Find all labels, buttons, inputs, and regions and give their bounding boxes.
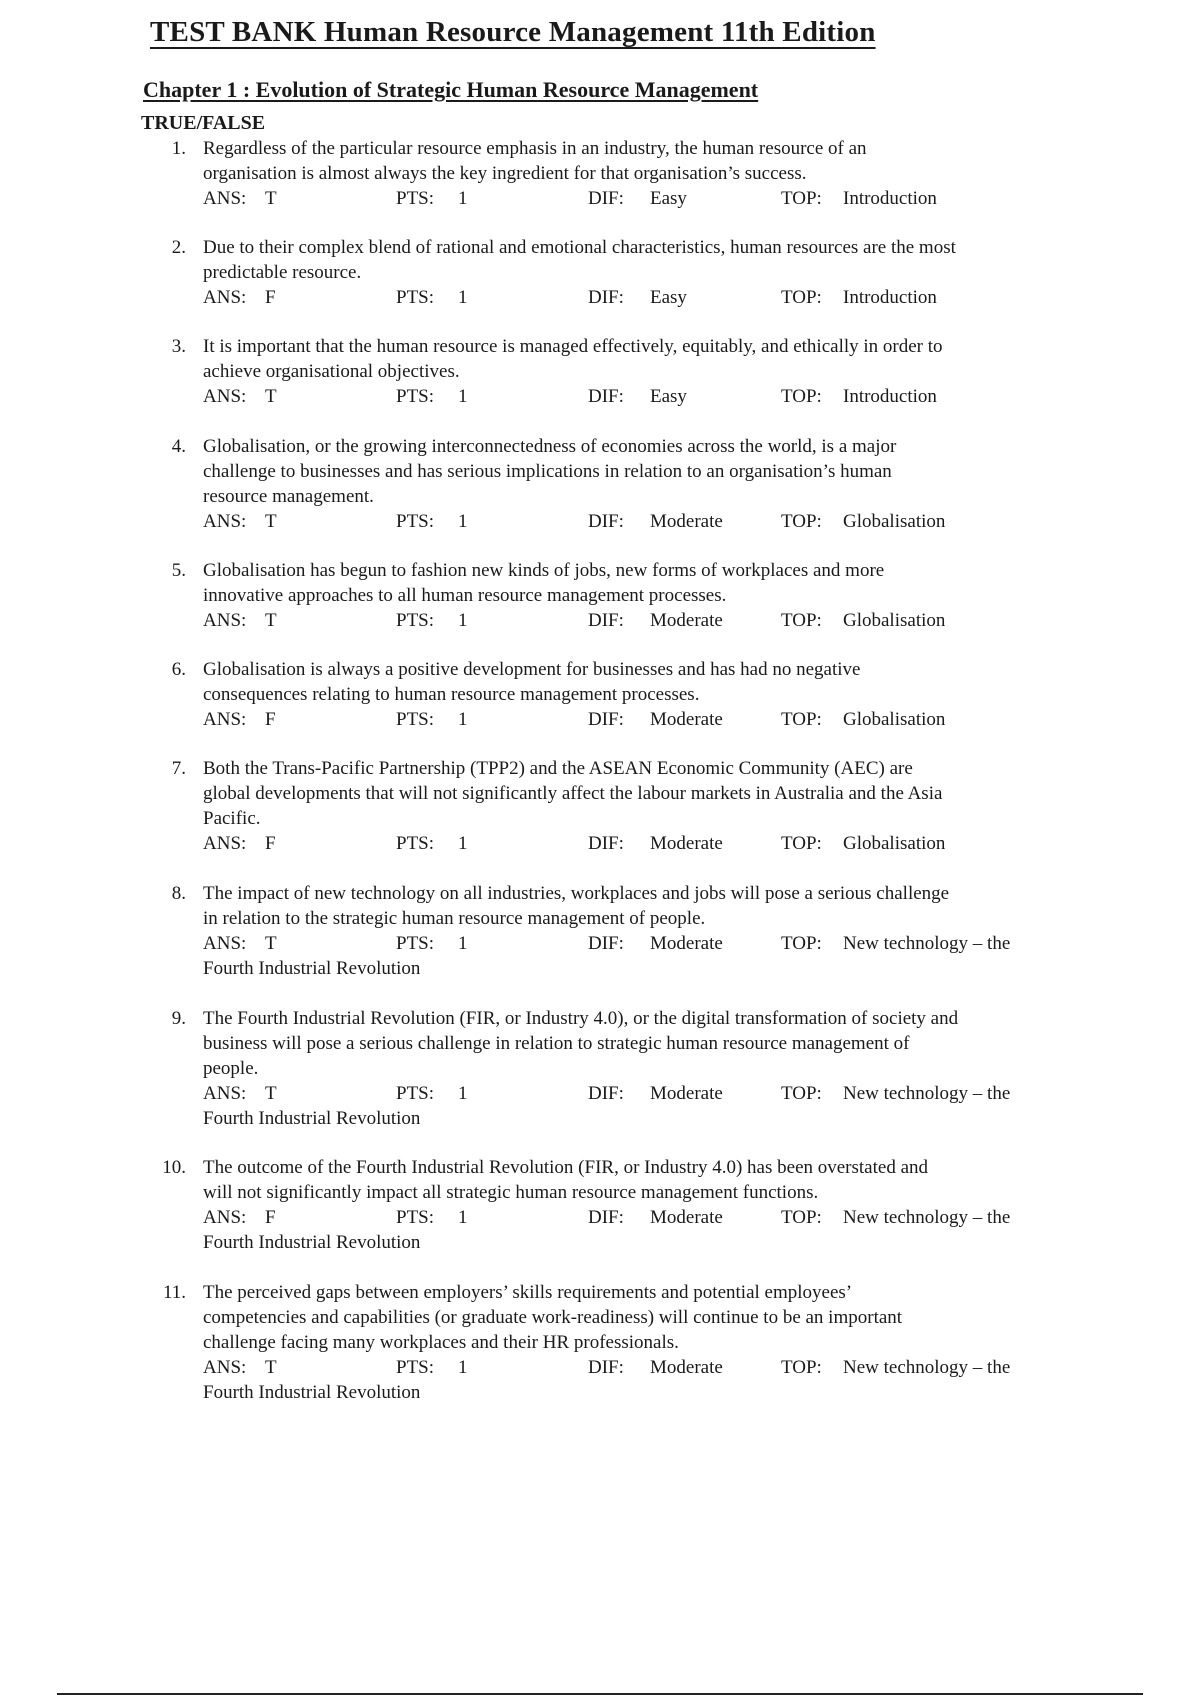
difficulty-label: DIF: xyxy=(588,709,624,730)
points-label: PTS: xyxy=(396,933,435,954)
question-text-line: Globalisation has begun to fashion new kinds of jobs, new forms of workplaces and more xyxy=(203,560,885,581)
answer-field xyxy=(203,608,277,633)
points-value: 1 xyxy=(458,386,468,407)
difficulty-value: Moderate xyxy=(650,1357,723,1378)
topic-label: TOP: xyxy=(781,933,822,954)
points-field xyxy=(396,509,468,534)
topic-label: TOP: xyxy=(781,1357,822,1378)
answer-value: F xyxy=(265,1207,276,1228)
points-field xyxy=(396,931,468,956)
answer-label: ANS: xyxy=(203,511,247,532)
answer-value: T xyxy=(265,386,277,407)
question-number: 8. xyxy=(171,883,186,904)
difficulty-field xyxy=(588,1355,723,1380)
answer-field xyxy=(203,1205,276,1230)
question-text-line: Due to their complex blend of rational and emotional characteristics, human resources are the most xyxy=(203,237,956,258)
points-field xyxy=(396,707,468,732)
topic-value: Globalisation xyxy=(843,511,946,532)
answer-label: ANS: xyxy=(203,610,247,631)
answer-meta-row xyxy=(203,509,1073,534)
topic-field xyxy=(781,1081,1010,1106)
question-number: 11. xyxy=(162,1282,186,1303)
answer-label: ANS: xyxy=(203,1083,247,1104)
points-label: PTS: xyxy=(396,386,435,407)
answer-value: T xyxy=(265,1083,277,1104)
difficulty-label: DIF: xyxy=(588,386,624,407)
question-body xyxy=(203,434,1073,534)
answer-label: ANS: xyxy=(203,188,247,209)
points-value: 1 xyxy=(458,287,468,308)
difficulty-field xyxy=(588,384,687,409)
answer-meta-row xyxy=(203,707,1073,732)
points-label: PTS: xyxy=(396,511,435,532)
answer-meta-row xyxy=(203,1081,1073,1106)
points-label: PTS: xyxy=(396,287,435,308)
question-number: 9. xyxy=(171,1008,186,1029)
points-label: PTS: xyxy=(396,833,435,854)
answer-value: F xyxy=(265,833,276,854)
question-number: 1. xyxy=(171,138,186,159)
difficulty-field xyxy=(588,707,723,732)
topic-continuation: Fourth Industrial Revolution xyxy=(203,1382,421,1403)
points-value: 1 xyxy=(458,933,468,954)
topic-field xyxy=(781,608,945,633)
footer-rule xyxy=(57,1693,1143,1695)
question-text-line: innovative approaches to all human resource management processes. xyxy=(203,585,727,606)
question-number: 4. xyxy=(171,436,186,457)
question-body xyxy=(203,756,1073,856)
question-text-line: achieve organisational objectives. xyxy=(203,361,460,382)
answer-meta-row xyxy=(203,1205,1073,1230)
difficulty-label: DIF: xyxy=(588,1357,624,1378)
answer-value: F xyxy=(265,709,276,730)
question-text-line: resource management. xyxy=(203,486,374,507)
question-text-line: predictable resource. xyxy=(203,262,362,283)
difficulty-value: Moderate xyxy=(650,610,723,631)
question-text-line: Globalisation, or the growing interconnectedness of economies across the world, is a major xyxy=(203,436,897,457)
question-body xyxy=(203,1155,1073,1255)
topic-continuation: Fourth Industrial Revolution xyxy=(203,1232,421,1253)
question-body xyxy=(203,657,1073,732)
question-body xyxy=(203,235,1073,310)
section-label: TRUE/FALSE xyxy=(141,112,266,134)
question-text-line: people. xyxy=(203,1058,259,1079)
answer-value: T xyxy=(265,610,277,631)
topic-label: TOP: xyxy=(781,610,822,631)
topic-field xyxy=(781,831,945,856)
difficulty-field xyxy=(588,186,687,211)
answer-field xyxy=(203,707,276,732)
difficulty-label: DIF: xyxy=(588,933,624,954)
points-value: 1 xyxy=(458,610,468,631)
difficulty-value: Moderate xyxy=(650,709,723,730)
difficulty-field xyxy=(588,509,723,534)
question-body xyxy=(203,1280,1073,1405)
difficulty-field xyxy=(588,1081,723,1106)
topic-field xyxy=(781,707,945,732)
question-text-line: The perceived gaps between employers’ skills requirements and potential employees’ xyxy=(203,1282,853,1303)
difficulty-value: Moderate xyxy=(650,833,723,854)
question-text-line: It is important that the human resource is managed effectively, equitably, and ethically in order to xyxy=(203,336,943,357)
difficulty-label: DIF: xyxy=(588,511,624,532)
answer-field xyxy=(203,509,277,534)
answer-field xyxy=(203,931,277,956)
topic-label: TOP: xyxy=(781,1207,822,1228)
answer-meta-row xyxy=(203,608,1073,633)
question-body xyxy=(203,136,1073,211)
question-text-line: Both the Trans-Pacific Partnership (TPP2) and the ASEAN Economic Community (AEC) are xyxy=(203,758,913,779)
question-body xyxy=(203,558,1073,633)
question-number: 10. xyxy=(162,1157,186,1178)
answer-value: F xyxy=(265,287,276,308)
question-text-line: organisation is almost always the key ingredient for that organisation’s success. xyxy=(203,163,807,184)
difficulty-label: DIF: xyxy=(588,833,624,854)
points-field xyxy=(396,1355,468,1380)
question-text-line: Globalisation is always a positive development for businesses and has had no negative xyxy=(203,659,861,680)
answer-field xyxy=(203,186,277,211)
topic-value: New technology – the xyxy=(843,933,1011,954)
answer-field xyxy=(203,831,276,856)
points-field xyxy=(396,608,468,633)
question-body xyxy=(203,881,1073,981)
difficulty-field xyxy=(588,608,723,633)
question-body xyxy=(203,334,1073,409)
difficulty-field xyxy=(588,931,723,956)
points-value: 1 xyxy=(458,1357,468,1378)
question-body xyxy=(203,1006,1073,1131)
topic-field xyxy=(781,1355,1010,1380)
question-text-line: competencies and capabilities (or graduate work-readiness) will continue to be an important xyxy=(203,1307,903,1328)
points-field xyxy=(396,1081,468,1106)
points-value: 1 xyxy=(458,1207,468,1228)
question-number: 3. xyxy=(171,336,186,357)
topic-field xyxy=(781,1205,1010,1230)
question-text-line: business will pose a serious challenge in relation to strategic human resource management of xyxy=(203,1033,910,1054)
answer-label: ANS: xyxy=(203,709,247,730)
topic-value: Introduction xyxy=(843,188,937,209)
difficulty-field xyxy=(588,285,687,310)
difficulty-value: Easy xyxy=(650,386,687,407)
difficulty-value: Moderate xyxy=(650,1083,723,1104)
answer-field xyxy=(203,285,276,310)
answer-meta-row xyxy=(203,285,1073,310)
answer-field xyxy=(203,1081,277,1106)
question-text-line: Regardless of the particular resource emphasis in an industry, the human resource of an xyxy=(203,138,867,159)
topic-label: TOP: xyxy=(781,287,822,308)
question-text-line: in relation to the strategic human resource management of people. xyxy=(203,908,706,929)
question-text-line: The impact of new technology on all industries, workplaces and jobs will pose a serious challenge xyxy=(203,883,950,904)
points-label: PTS: xyxy=(396,1083,435,1104)
topic-value: New technology – the xyxy=(843,1207,1011,1228)
difficulty-value: Easy xyxy=(650,287,687,308)
points-field xyxy=(396,1205,468,1230)
difficulty-value: Easy xyxy=(650,188,687,209)
topic-value: New technology – the xyxy=(843,1357,1011,1378)
difficulty-field xyxy=(588,831,723,856)
answer-label: ANS: xyxy=(203,833,247,854)
answer-value: T xyxy=(265,188,277,209)
topic-continuation: Fourth Industrial Revolution xyxy=(203,958,421,979)
points-value: 1 xyxy=(458,1083,468,1104)
points-label: PTS: xyxy=(396,1207,435,1228)
answer-meta-row xyxy=(203,831,1073,856)
question-text-line: challenge facing many workplaces and their HR professionals. xyxy=(203,1332,679,1353)
answer-value: T xyxy=(265,933,277,954)
points-value: 1 xyxy=(458,709,468,730)
topic-label: TOP: xyxy=(781,709,822,730)
difficulty-value: Moderate xyxy=(650,933,723,954)
difficulty-field xyxy=(588,1205,723,1230)
question-text-line: consequences relating to human resource management processes. xyxy=(203,684,700,705)
topic-label: TOP: xyxy=(781,833,822,854)
question-text-line: The outcome of the Fourth Industrial Revolution (FIR, or Industry 4.0) has been overstated and xyxy=(203,1157,929,1178)
chapter-title: Chapter 1 : Evolution of Strategic Human Resource Management xyxy=(143,77,759,102)
topic-field xyxy=(781,509,945,534)
answer-label: ANS: xyxy=(203,933,247,954)
answer-meta-row xyxy=(203,931,1073,956)
points-field xyxy=(396,384,468,409)
answer-value: T xyxy=(265,1357,277,1378)
points-field xyxy=(396,285,468,310)
question-number: 7. xyxy=(171,758,186,779)
question-text-line: The Fourth Industrial Revolution (FIR, or Industry 4.0), or the digital transformation of society and xyxy=(203,1008,959,1029)
topic-value: Globalisation xyxy=(843,610,946,631)
answer-label: ANS: xyxy=(203,386,247,407)
topic-field xyxy=(781,931,1010,956)
difficulty-value: Moderate xyxy=(650,511,723,532)
question-text-line: will not significantly impact all strategic human resource management functions. xyxy=(203,1182,819,1203)
topic-value: Introduction xyxy=(843,287,937,308)
answer-label: ANS: xyxy=(203,287,247,308)
topic-value: New technology – the xyxy=(843,1083,1011,1104)
topic-continuation: Fourth Industrial Revolution xyxy=(203,1108,421,1129)
points-label: PTS: xyxy=(396,188,435,209)
topic-field xyxy=(781,186,937,211)
answer-meta-row xyxy=(203,186,1073,211)
topic-label: TOP: xyxy=(781,511,822,532)
difficulty-label: DIF: xyxy=(588,610,624,631)
answer-value: T xyxy=(265,511,277,532)
points-label: PTS: xyxy=(396,1357,435,1378)
points-field xyxy=(396,831,468,856)
topic-field xyxy=(781,285,937,310)
answer-meta-row xyxy=(203,1355,1073,1380)
question-text-line: Pacific. xyxy=(203,808,261,829)
points-value: 1 xyxy=(458,511,468,532)
answer-field xyxy=(203,384,277,409)
topic-label: TOP: xyxy=(781,188,822,209)
difficulty-label: DIF: xyxy=(588,287,624,308)
difficulty-label: DIF: xyxy=(588,1207,624,1228)
question-number: 2. xyxy=(171,237,186,258)
answer-label: ANS: xyxy=(203,1357,247,1378)
topic-value: Globalisation xyxy=(843,833,946,854)
points-label: PTS: xyxy=(396,709,435,730)
difficulty-label: DIF: xyxy=(588,1083,624,1104)
points-value: 1 xyxy=(458,833,468,854)
answer-field xyxy=(203,1355,277,1380)
question-number: 6. xyxy=(171,659,186,680)
topic-field xyxy=(781,384,937,409)
topic-label: TOP: xyxy=(781,386,822,407)
difficulty-label: DIF: xyxy=(588,188,624,209)
difficulty-value: Moderate xyxy=(650,1207,723,1228)
topic-label: TOP: xyxy=(781,1083,822,1104)
points-field xyxy=(396,186,468,211)
answer-meta-row xyxy=(203,384,1073,409)
answer-label: ANS: xyxy=(203,1207,247,1228)
topic-value: Globalisation xyxy=(843,709,946,730)
topic-value: Introduction xyxy=(843,386,937,407)
page-title: TEST BANK Human Resource Management 11th Edition xyxy=(150,16,876,48)
points-value: 1 xyxy=(458,188,468,209)
question-text-line: global developments that will not significantly affect the labour markets in Australia and the Asia xyxy=(203,783,943,804)
question-number: 5. xyxy=(171,560,186,581)
points-label: PTS: xyxy=(396,610,435,631)
question-text-line: challenge to businesses and has serious implications in relation to an organisation’s human xyxy=(203,461,892,482)
